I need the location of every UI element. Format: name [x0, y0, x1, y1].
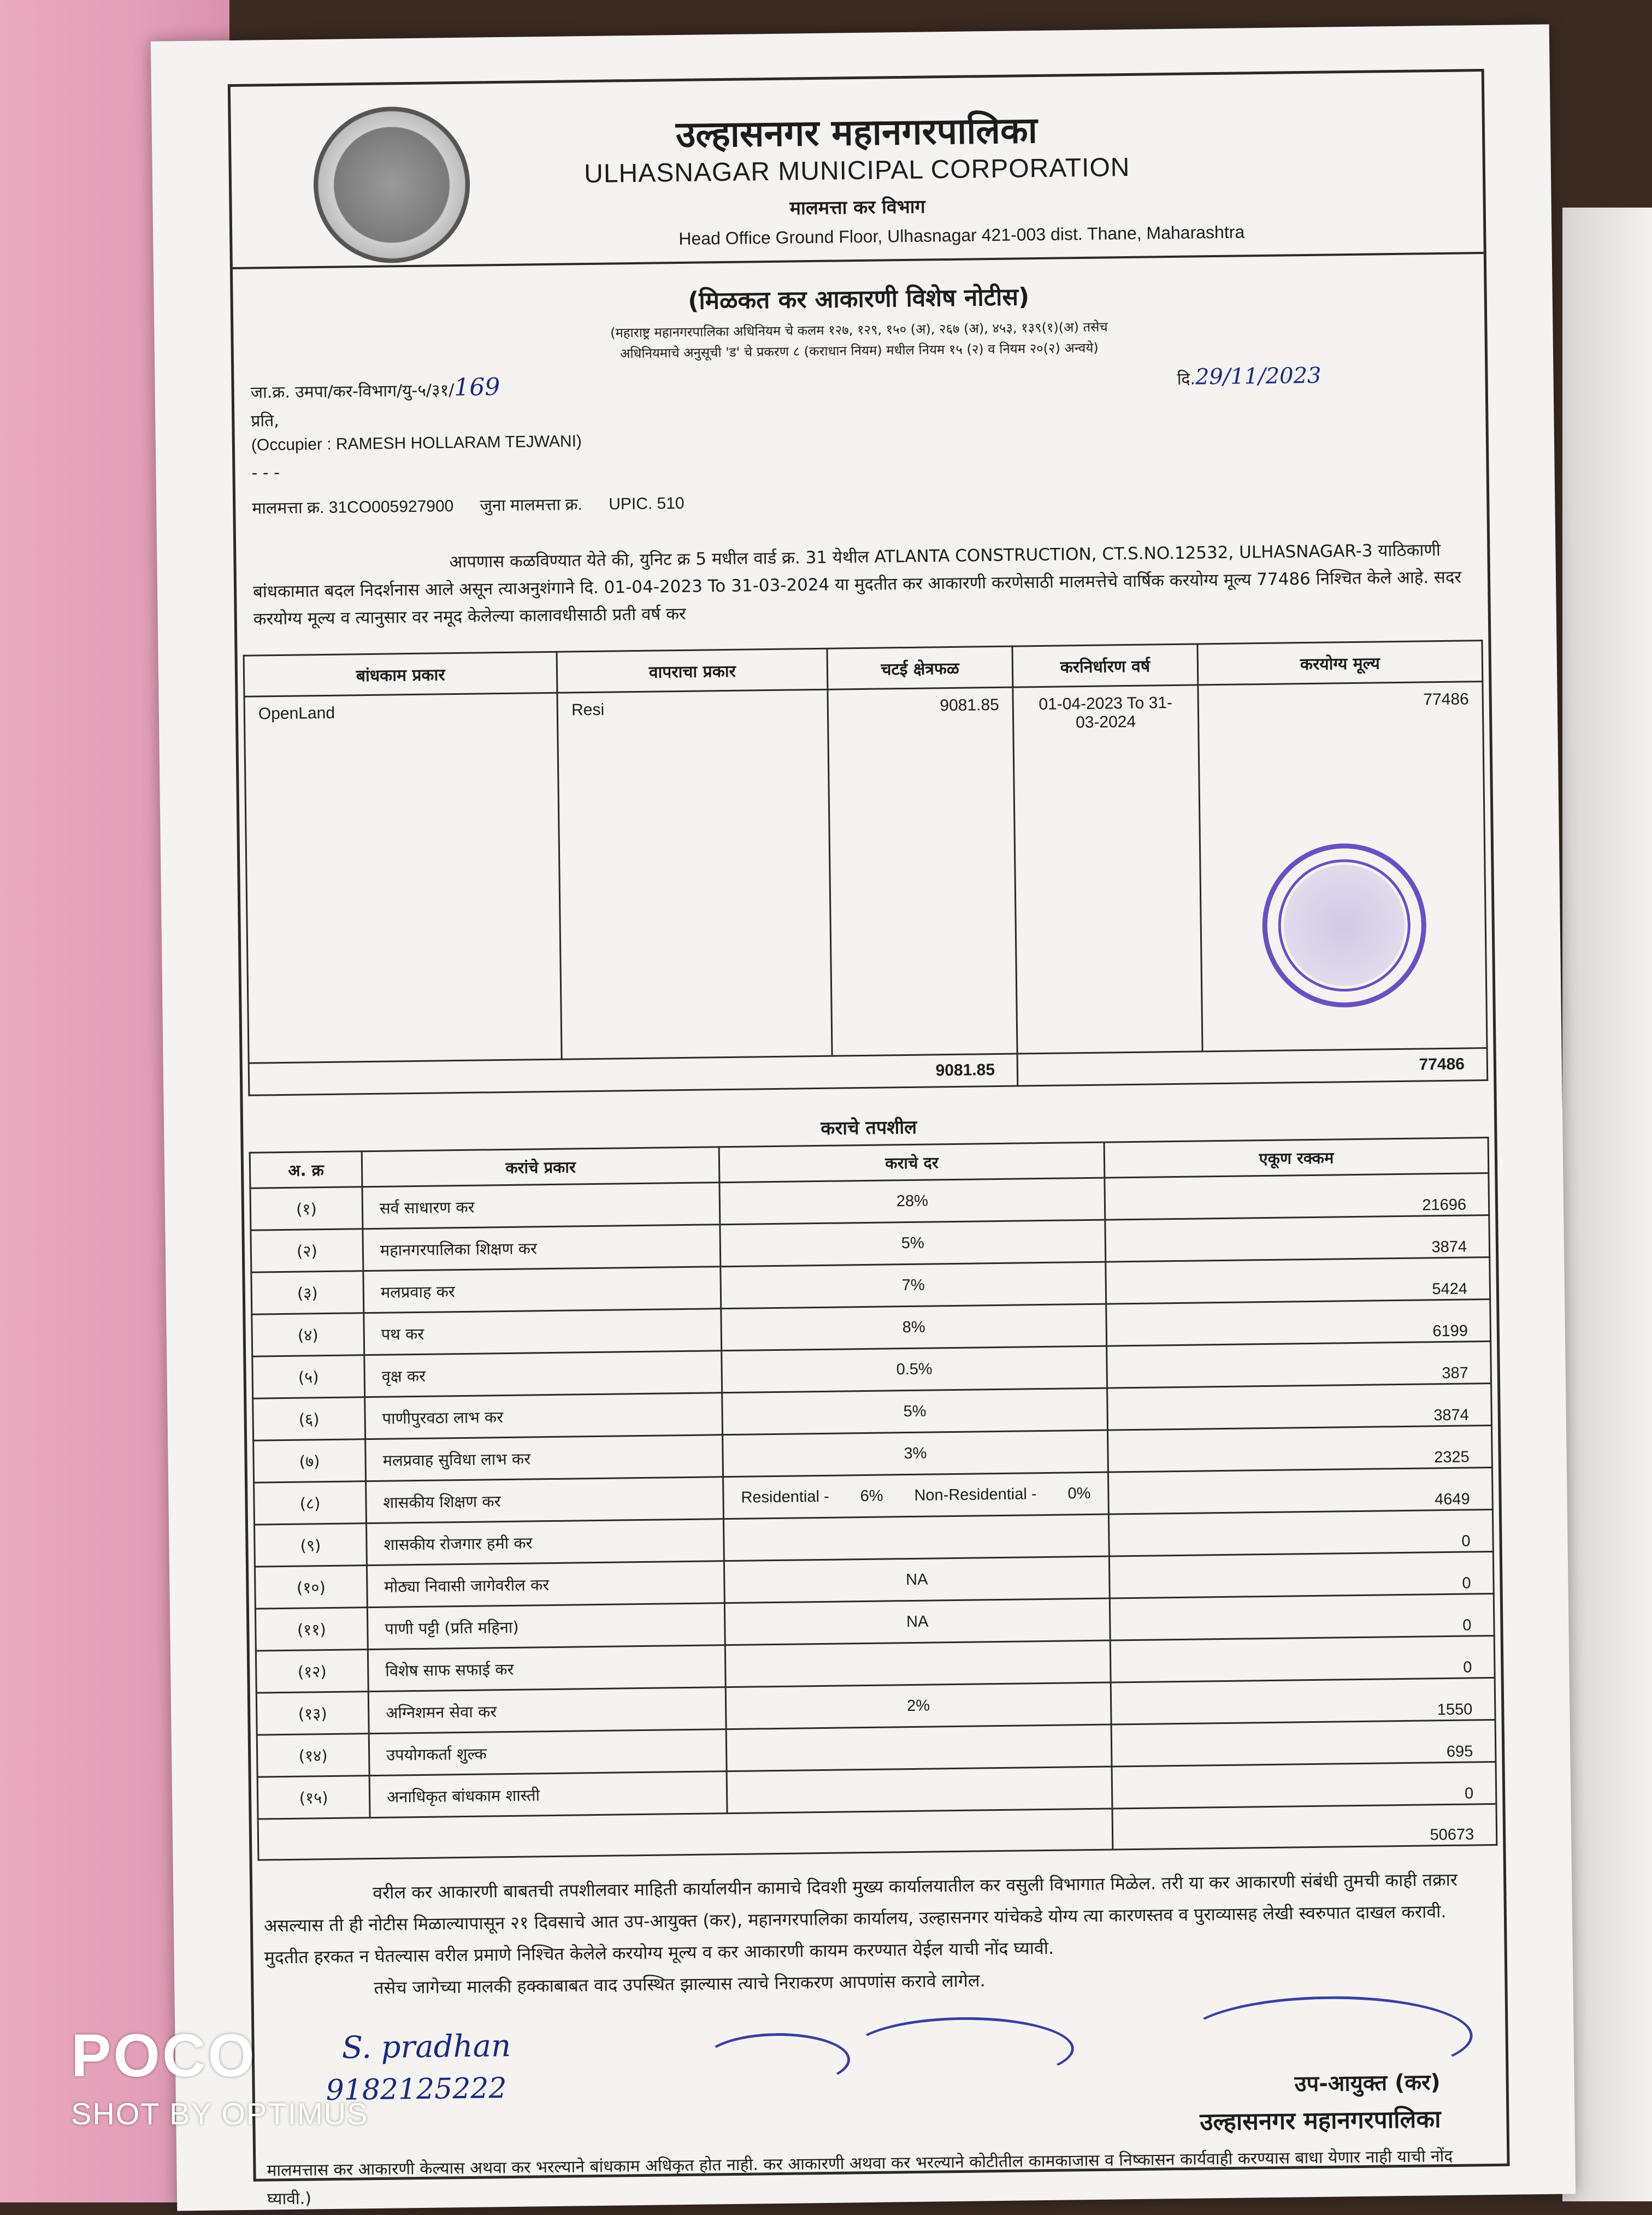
tax-rate: 8%: [721, 1304, 1107, 1351]
tax-serial: (१२): [256, 1650, 368, 1693]
department-name: मालमत्ता कर विभाग: [789, 196, 925, 220]
education-rate-split: [724, 1484, 1107, 1507]
non-residential-rate: 0%: [1067, 1484, 1091, 1502]
notice-legal-reference: [414, 314, 1305, 367]
tax-name: शासकीय शिक्षण कर: [366, 1477, 724, 1523]
tax-name: अनाधिकृत बांधकाम शास्ती: [369, 1771, 727, 1818]
tax-name: अग्निशमन सेवा कर: [368, 1687, 726, 1734]
legal-reference-line1: (महाराष्ट्र महानगरपालिका अधिनियम चे कलम १२७, १२९, १५० (अ), २६७ (अ), ४५३, १३९(१)(अ) तसेच: [610, 319, 1108, 341]
occupier-name: (Occupier : RAMESH HOLLARAM TEJWANI): [251, 432, 582, 454]
col-tax-type: करांचे प्रकार: [362, 1147, 719, 1187]
tax-amount: 1550: [1111, 1678, 1495, 1724]
tax-rate: NA: [724, 1556, 1110, 1603]
tax-details-table: [249, 1137, 1498, 1861]
bottom-note: मालमत्तास कर आकारणी केल्यास अथवा कर भरल्याने बांधकाम अधिकृत होत नाही. कर आकारणी अथवा कर भरल्याने कोटीतील कामकाजास व निष्कासन कार्यवाही करण्यास बाधा येणार नाही याची नोंद घ्यावी.): [267, 2146, 1453, 2209]
tax-rate: NA: [724, 1598, 1110, 1645]
reference-handwritten: 169: [453, 373, 500, 402]
cell-usage-type: Resi: [557, 689, 832, 1059]
tax-serial: (७): [253, 1439, 366, 1482]
tax-amount: 4649: [1108, 1467, 1492, 1514]
tax-rate: 7%: [721, 1262, 1106, 1309]
tax-rows: [250, 1173, 1496, 1820]
non-residential-label: Non-Residential -: [914, 1485, 1037, 1504]
letterhead: [231, 72, 1484, 269]
document-frame: [228, 69, 1510, 2209]
recipient-label: प्रति,: [251, 411, 280, 431]
tax-details-heading: कराचे तपशील: [821, 1116, 917, 1139]
tax-name: मोठ्या निवासी जागेवरील कर: [367, 1561, 724, 1608]
tax-rate: [726, 1724, 1112, 1771]
footer-paragraph-1: वरील कर आकारणी बाबतची तपशीलवार माहिती कार्यालयीन कामाचे दिवशी मुख्य कार्यालयातील कर वसुली विभागात मिळेल. तरी या कर आकारणी संबंधी तुमची काही तक्रार असल्यास ती ही नोटीस मिळाल्यापासून २१ दिवसाचे आत उप-आयुक्त (कर), महानगरपालिका कार्यालय, उल्हासनगर यांचेकडे योग्य त्या कारणस्तव व पुराव्यासह लेखी स्वरुपात दाखल करावी. मुदतीत हरकत न घेतल्यास वरील प्रमाणे निश्चित केलेले करयोग्य मूल्य व कर आकारणी कायम करण्यात येईल याची नोंद घ्यावी.: [263, 1869, 1458, 1968]
tax-serial: (१०): [255, 1566, 367, 1609]
tax-rate: 0.5%: [722, 1346, 1107, 1393]
tax-rate: 5%: [722, 1388, 1108, 1435]
tax-amount: 3874: [1107, 1383, 1492, 1430]
notice-paragraph: आपणास कळविण्यात येते की, युनिट क्र 5 मधील वार्ड क्र. 31 येथील ATLANTA CONSTRUCTION, CT.S.NO.12532, ULHASNAGAR-3 याठिकाणी बांधकामात बदल निदर्शनास आले असून त्याअनुशंगाने दि. 01-04-2023 To 31-03-2024 या मुदतीत कर आकारणी करणेसाठी मालमत्तेचे वार्षिक करयोग्य मूल्य 77486 निश्चित केले आहे. सदर करयोग्य मूल्य व त्यानुसार वर नमूद केलेल्या कालावधीसाठी प्रती वर्ष कर: [252, 540, 1462, 629]
tax-rate: 5%: [720, 1220, 1106, 1267]
tax-serial: (९): [255, 1523, 367, 1567]
signature-scribble: [849, 2016, 1074, 2084]
upic-number: UPIC. 510: [609, 494, 685, 513]
total-taxable-value: 77486: [1017, 1048, 1488, 1086]
tax-serial: (१३): [256, 1692, 369, 1735]
notice-date: [1177, 363, 1321, 390]
tax-name: पथ कर: [364, 1309, 722, 1355]
tax-amount: 2325: [1108, 1425, 1492, 1472]
tax-rate: 28%: [719, 1178, 1105, 1225]
col-serial: अ. क्र: [250, 1151, 362, 1188]
residential-rate: 6%: [860, 1487, 883, 1505]
cell-assessment-year: 01-04-2023 To 31-03-2024: [1013, 685, 1202, 1054]
tax-serial: (११): [255, 1608, 368, 1651]
footer-paragraph-2: तसेच जागेच्या मालकी हक्काबाबत वाद उपस्थित झाल्यास त्याचे निराकरण आपणांस करावे लागेल.: [374, 1970, 986, 1999]
residential-label: Residential -: [741, 1487, 829, 1507]
tax-rate: [725, 1640, 1111, 1687]
tax-serial: (१): [250, 1187, 363, 1230]
date-handwritten: 29/11/2023: [1195, 363, 1321, 390]
handwritten-name: S. pradhan: [341, 2028, 511, 2066]
reference-number: [250, 373, 500, 404]
cell-construction-type: OpenLand: [244, 693, 562, 1063]
col-total-amount: एकूण रक्कम: [1104, 1138, 1489, 1178]
camera-watermark: [71, 2021, 368, 2131]
tax-rate: [727, 1767, 1112, 1814]
watermark-shot-by: SHOT BY OPTIMUS: [71, 2096, 369, 2131]
tax-name: पाणीपुरवठा लाभ कर: [365, 1393, 723, 1439]
tax-name: विशेष साफ सफाई कर: [368, 1645, 725, 1692]
tax-amount: 3874: [1105, 1215, 1490, 1262]
tax-amount: 0: [1110, 1593, 1494, 1640]
tax-serial: (५): [252, 1355, 365, 1398]
cell-taxable-value: 77486: [1198, 682, 1487, 1052]
cell-carpet-area: 9081.85: [828, 687, 1017, 1056]
tax-name: मलप्रवाह सुविधा लाभ कर: [365, 1435, 723, 1481]
designation-title: उप-आयुक्त (कर): [1294, 2070, 1441, 2097]
col-construction-type: बांधकाम प्रकार: [244, 652, 557, 696]
col-usage-type: वापराचा प्रकार: [557, 648, 828, 693]
tax-serial: (४): [252, 1313, 364, 1356]
tax-rate: 3%: [723, 1430, 1108, 1477]
legal-reference-line2: अधिनियमाचे अनुसूची 'ड' चे प्रकरण ८ (कराधान नियम) मधील नियम १५ (२) व नियम २०(२) अन्वये): [620, 340, 1099, 362]
tax-rate: 2%: [725, 1682, 1111, 1729]
tax-name: मलप्रवाह कर: [363, 1267, 721, 1313]
tax-serial: (१४): [257, 1734, 369, 1777]
col-carpet-area: चटई क्षेत्रफळ: [827, 646, 1013, 689]
col-tax-rate: कराचे दर: [719, 1142, 1105, 1183]
tax-name: सर्व साधारण कर: [362, 1183, 720, 1229]
handwritten-phone: 9182125222: [326, 2072, 507, 2107]
tax-amount: 0: [1112, 1762, 1496, 1809]
tax-name: वृक्ष कर: [364, 1351, 722, 1397]
property-identifiers: [252, 491, 706, 518]
tax-serial: (३): [251, 1271, 364, 1314]
tax-serial: (१५): [257, 1776, 370, 1819]
watermark-brand: POCO: [71, 2022, 257, 2089]
initials-signature: [702, 2032, 850, 2088]
tax-amount: 0: [1108, 1509, 1493, 1556]
tax-serial: (२): [251, 1229, 363, 1272]
corporation-name-marathi: उल्हासनगर महानगरपालिका: [675, 109, 1038, 156]
total-area: 9081.85: [249, 1054, 1018, 1095]
tax-amount: 5424: [1106, 1257, 1490, 1304]
col-assessment-year: करनिर्धारण वर्ष: [1012, 644, 1198, 687]
tax-name: महानगरपालिका शिक्षण कर: [363, 1225, 721, 1271]
tax-amount: 0: [1110, 1635, 1495, 1682]
col-taxable-value: करयोग्य मूल्य: [1197, 641, 1483, 685]
tax-amount: 6199: [1106, 1300, 1491, 1346]
tax-name: उपयोगकर्ता शुल्क: [369, 1729, 727, 1776]
notice-title: (मिळकत कर आकारणी विशेष नोटीस): [687, 283, 1030, 315]
separator-dashes: - - -: [251, 463, 280, 483]
notice-footer: [263, 1863, 1489, 2005]
date-label: दि.: [1177, 369, 1196, 389]
office-address: Head Office Ground Floor, Ulhasnagar 421-003 dist. Thane, Maharashtra: [678, 222, 1245, 249]
tax-rate: [723, 1472, 1109, 1519]
designation-organization: उल्हासनगर महानगरपालिका: [1200, 2105, 1441, 2136]
tax-name: शासकीय रोजगार हमी कर: [367, 1519, 724, 1566]
tax-amount: 0: [1109, 1551, 1494, 1598]
notice-paper: [151, 25, 1576, 2211]
tax-serial: (८): [254, 1481, 367, 1525]
tax-amount: 695: [1111, 1720, 1496, 1767]
tax-serial: (६): [253, 1397, 365, 1440]
tax-name: पाणी पट्टी (प्रति महिना): [367, 1603, 725, 1650]
reference-label: जा.क्र. उमपा/कर-विभाग/यु-५/३१/: [250, 381, 455, 403]
tax-amount: 21696: [1105, 1173, 1489, 1220]
corporation-name-english: ULHASNAGAR MUNICIPAL CORPORATION: [583, 152, 1130, 189]
signatory-designation: [1199, 2066, 1441, 2137]
property-number: मालमत्ता क्र. 31CO005927900: [252, 497, 454, 518]
tax-rate: [723, 1514, 1109, 1561]
grand-total-amount: 50673: [1112, 1804, 1497, 1850]
tax-amount: 387: [1107, 1341, 1491, 1388]
old-property-number: जुना मालमत्ता क्र.: [480, 495, 583, 515]
paper-stack-edge: [1562, 208, 1652, 2201]
